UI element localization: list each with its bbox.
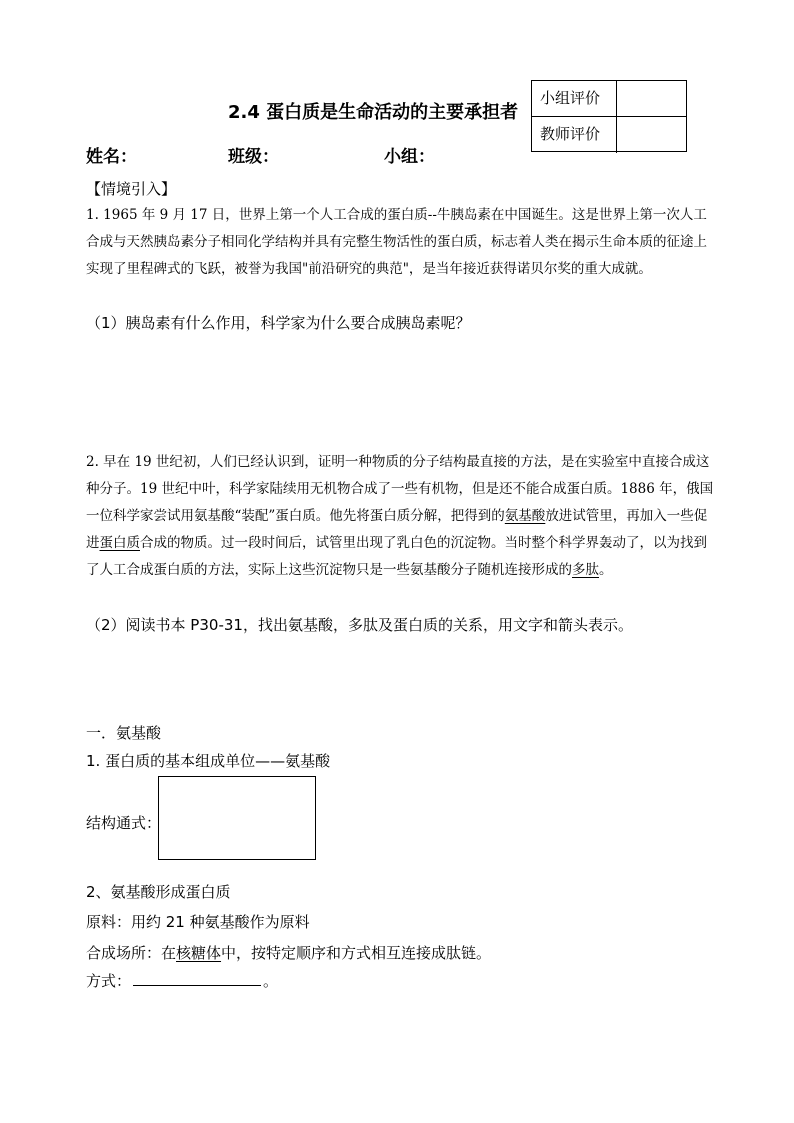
intro-paragraph-2: [86, 449, 714, 584]
cell-divider: [616, 117, 617, 153]
synthesis-site-line: [86, 942, 491, 963]
section-1-item-1: 1. 蛋白质的基本组成单位——氨基酸: [86, 752, 331, 770]
method-blank: [133, 971, 261, 986]
section-1-heading: 一．氨基酸: [86, 724, 162, 742]
class-field-label: 班级：: [228, 147, 279, 167]
name-field-label: 姓名：: [86, 147, 137, 167]
p2-text-d: 。: [599, 562, 613, 578]
site-text-b: 中，按特定顺序和方式相互连接成肽链。: [221, 944, 492, 962]
p2-text-c: 合成的物质。过一段时间后，试管里出现了乳白色的沉淀物。当时整个科学界轰动了，以为找到了人工合成蛋白质的方法，实际上这些沉淀物只是一些氨基酸分子随机连接形成的: [86, 535, 707, 578]
method-label: 方式：: [86, 972, 132, 990]
structure-formula-box: [158, 776, 316, 860]
group-eval-label: 小组评价: [540, 89, 601, 107]
cell-divider: [616, 81, 617, 116]
page-title: 2.4 蛋白质是生命活动的主要承担者: [228, 102, 519, 123]
section-1-item-2: 2、氨基酸形成蛋白质: [86, 883, 231, 901]
group-field-label: 小组：: [384, 147, 435, 167]
teacher-eval-label: 教师评价: [540, 125, 601, 143]
method-line: [86, 970, 278, 991]
p2-underline-polypeptide: 多肽: [572, 562, 599, 578]
raw-material-line: 原料：用约 21 种氨基酸作为原料: [86, 913, 310, 931]
site-underline-ribosome: 核糖体: [176, 944, 222, 962]
intro-heading: 【情境引入】: [86, 180, 177, 198]
p2-underline-amino-acid: 氨基酸: [504, 508, 546, 524]
structure-formula-label: 结构通式：: [86, 814, 162, 832]
p2-text-a: 2. 早在 19 世纪初，人们已经认识到，证明一种物质的分子结构最直接的方法，是在实验室中直接合成这种分子。19 世纪中叶，科学家陆续用无机物合成了一些有机物，但是还不能合成蛋白质。1886 年，俄国一位科学家尝试用氨基酸“装配”蛋白质。他先将蛋白质分解，把得到的: [86, 454, 714, 524]
question-1: （1）胰岛素有什么作用，科学家为什么要合成胰岛素呢？: [86, 314, 471, 332]
p2-underline-protein: 蛋白质: [99, 535, 140, 551]
group-eval-row: [532, 81, 686, 117]
p2-text-b: 放进试管里，再加入一些促进: [86, 508, 708, 551]
site-text-a: 合成场所：在: [86, 944, 177, 962]
question-2: （2）阅读书本 P30-31，找出氨基酸，多肽及蛋白质的关系，用文字和箭头表示。: [86, 616, 633, 634]
teacher-eval-row: [532, 117, 686, 153]
intro-paragraph-1: 1. 1965 年 9 月 17 日，世界上第一个人工合成的蛋白质--牛胰岛素在中国诞生。这是世界上第一次人工合成与天然胰岛素分子相同化学结构并具有完整生物活性的蛋白质，标志着人类在揭示生命本质的征途上实现了里程碑式的飞跃，被誉为我国"前沿研究的典范"，是当年接近获得诺贝尔奖的重大成就。: [86, 207, 707, 277]
method-end: 。: [263, 972, 279, 990]
evaluation-table: [531, 80, 687, 152]
